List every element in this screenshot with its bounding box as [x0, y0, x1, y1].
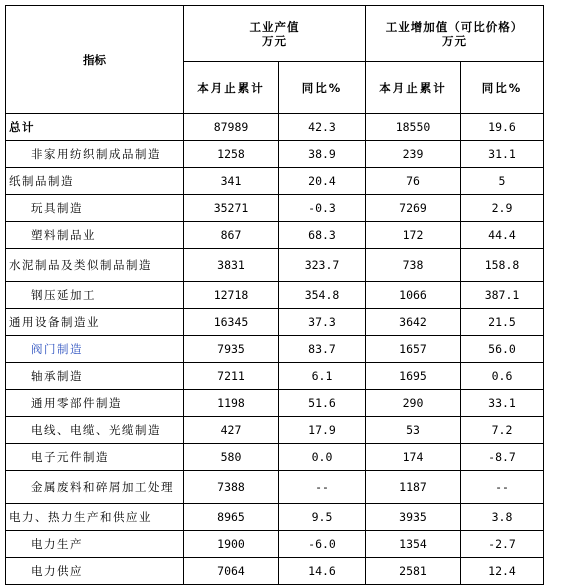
- added-cumulative-cell: 3935: [366, 504, 461, 531]
- added-cumulative-cell: 290: [366, 390, 461, 417]
- row-indicator-name: 电力生产: [6, 531, 184, 558]
- output-yoy-cell: -0.3: [279, 195, 366, 222]
- row-indicator-name: 电力供应: [6, 558, 184, 585]
- output-yoy-cell: --: [279, 471, 366, 504]
- added-cumulative-cell: 1695: [366, 363, 461, 390]
- row-indicator-name: 电力、热力生产和供应业: [6, 504, 184, 531]
- row-indicator-name: 钢压延加工: [6, 282, 184, 309]
- output-cumulative-cell: 580: [184, 444, 279, 471]
- added-cumulative-cell: 3642: [366, 309, 461, 336]
- table-row: [6, 309, 544, 336]
- added-yoy-cell: 0.6: [461, 363, 544, 390]
- table-row: [6, 249, 544, 282]
- added-cumulative-cell: 738: [366, 249, 461, 282]
- added-yoy-cell: 2.9: [461, 195, 544, 222]
- added-yoy-header: 同比%: [461, 62, 544, 114]
- added-yoy-cell: 158.8: [461, 249, 544, 282]
- row-indicator-name: 水泥制品及类似制品制造: [6, 249, 184, 282]
- added-cumulative-cell: 172: [366, 222, 461, 249]
- added-cumulative-header: 本月止累计: [366, 62, 461, 114]
- table-row: [6, 114, 544, 141]
- output-yoy-cell: 354.8: [279, 282, 366, 309]
- output-cumulative-cell: 35271: [184, 195, 279, 222]
- output-yoy-cell: 9.5: [279, 504, 366, 531]
- output-cumulative-cell: 7211: [184, 363, 279, 390]
- output-yoy-cell: 6.1: [279, 363, 366, 390]
- output-yoy-cell: 37.3: [279, 309, 366, 336]
- table-row: [6, 504, 544, 531]
- table-row: [6, 141, 544, 168]
- table-row: [6, 558, 544, 585]
- added-cumulative-cell: 1354: [366, 531, 461, 558]
- added-value-group-header: [366, 6, 544, 62]
- output-yoy-cell: -6.0: [279, 531, 366, 558]
- row-indicator-name: 纸制品制造: [6, 168, 184, 195]
- output-cumulative-cell: 12718: [184, 282, 279, 309]
- table-row: [6, 531, 544, 558]
- added-yoy-cell: 33.1: [461, 390, 544, 417]
- output-cumulative-cell: 7935: [184, 336, 279, 363]
- table-row: [6, 471, 544, 504]
- output-group-header: [184, 6, 366, 62]
- table-row: [6, 282, 544, 309]
- added-yoy-cell: 44.4: [461, 222, 544, 249]
- output-cumulative-cell: 87989: [184, 114, 279, 141]
- output-yoy-cell: 17.9: [279, 417, 366, 444]
- table-row: [6, 222, 544, 249]
- added-yoy-cell: 7.2: [461, 417, 544, 444]
- output-cumulative-cell: 427: [184, 417, 279, 444]
- row-indicator-name: 通用设备制造业: [6, 309, 184, 336]
- added-yoy-cell: 21.5: [461, 309, 544, 336]
- row-indicator-name: 总计: [6, 114, 184, 141]
- added-cumulative-cell: 53: [366, 417, 461, 444]
- output-cumulative-cell: 1258: [184, 141, 279, 168]
- output-yoy-header: 同比%: [279, 62, 366, 114]
- added-yoy-cell: 3.8: [461, 504, 544, 531]
- added-cumulative-cell: 2581: [366, 558, 461, 585]
- output-cumulative-header: 本月止累计: [184, 62, 279, 114]
- output-cumulative-cell: 16345: [184, 309, 279, 336]
- row-indicator-name: 玩具制造: [6, 195, 184, 222]
- indicator-header: 指标: [6, 6, 184, 114]
- row-indicator-name: 阀门制造: [6, 336, 184, 363]
- output-cumulative-cell: 3831: [184, 249, 279, 282]
- output-group-title: 工业产值: [249, 19, 300, 34]
- output-yoy-cell: 323.7: [279, 249, 366, 282]
- output-group-unit: 万元: [262, 33, 287, 48]
- added-cumulative-cell: 1657: [366, 336, 461, 363]
- added-yoy-cell: 12.4: [461, 558, 544, 585]
- output-cumulative-cell: 7064: [184, 558, 279, 585]
- table-body: [6, 114, 544, 585]
- added-yoy-cell: --: [461, 471, 544, 504]
- added-yoy-cell: -2.7: [461, 531, 544, 558]
- added-cumulative-cell: 7269: [366, 195, 461, 222]
- row-indicator-name: 电线、电缆、光缆制造: [6, 417, 184, 444]
- row-indicator-name: 通用零部件制造: [6, 390, 184, 417]
- added-cumulative-cell: 1066: [366, 282, 461, 309]
- row-indicator-name: 塑料制品业: [6, 222, 184, 249]
- row-indicator-name: 电子元件制造: [6, 444, 184, 471]
- output-yoy-cell: 42.3: [279, 114, 366, 141]
- table-row: [6, 195, 544, 222]
- output-yoy-cell: 83.7: [279, 336, 366, 363]
- added-yoy-cell: 5: [461, 168, 544, 195]
- output-cumulative-cell: 7388: [184, 471, 279, 504]
- added-cumulative-cell: 239: [366, 141, 461, 168]
- industrial-output-table: [5, 5, 544, 585]
- row-indicator-name: 轴承制造: [6, 363, 184, 390]
- row-indicator-name: 金属废料和碎屑加工处理: [6, 471, 184, 504]
- table-row: [6, 363, 544, 390]
- output-yoy-cell: 68.3: [279, 222, 366, 249]
- output-cumulative-cell: 867: [184, 222, 279, 249]
- added-yoy-cell: -8.7: [461, 444, 544, 471]
- added-value-group-unit: 万元: [442, 33, 467, 48]
- row-indicator-name: 非家用纺织制成品制造: [6, 141, 184, 168]
- added-cumulative-cell: 76: [366, 168, 461, 195]
- table-row: [6, 390, 544, 417]
- table-row: [6, 444, 544, 471]
- table-row: [6, 417, 544, 444]
- added-value-group-title: 工业增加值（可比价格）: [385, 19, 524, 34]
- output-cumulative-cell: 1198: [184, 390, 279, 417]
- added-yoy-cell: 31.1: [461, 141, 544, 168]
- output-cumulative-cell: 8965: [184, 504, 279, 531]
- output-yoy-cell: 38.9: [279, 141, 366, 168]
- added-cumulative-cell: 174: [366, 444, 461, 471]
- table-row: [6, 336, 544, 363]
- table-row: [6, 168, 544, 195]
- added-yoy-cell: 56.0: [461, 336, 544, 363]
- output-yoy-cell: 20.4: [279, 168, 366, 195]
- added-cumulative-cell: 1187: [366, 471, 461, 504]
- added-yoy-cell: 387.1: [461, 282, 544, 309]
- added-cumulative-cell: 18550: [366, 114, 461, 141]
- added-yoy-cell: 19.6: [461, 114, 544, 141]
- output-cumulative-cell: 341: [184, 168, 279, 195]
- output-yoy-cell: 0.0: [279, 444, 366, 471]
- output-yoy-cell: 14.6: [279, 558, 366, 585]
- output-yoy-cell: 51.6: [279, 390, 366, 417]
- output-cumulative-cell: 1900: [184, 531, 279, 558]
